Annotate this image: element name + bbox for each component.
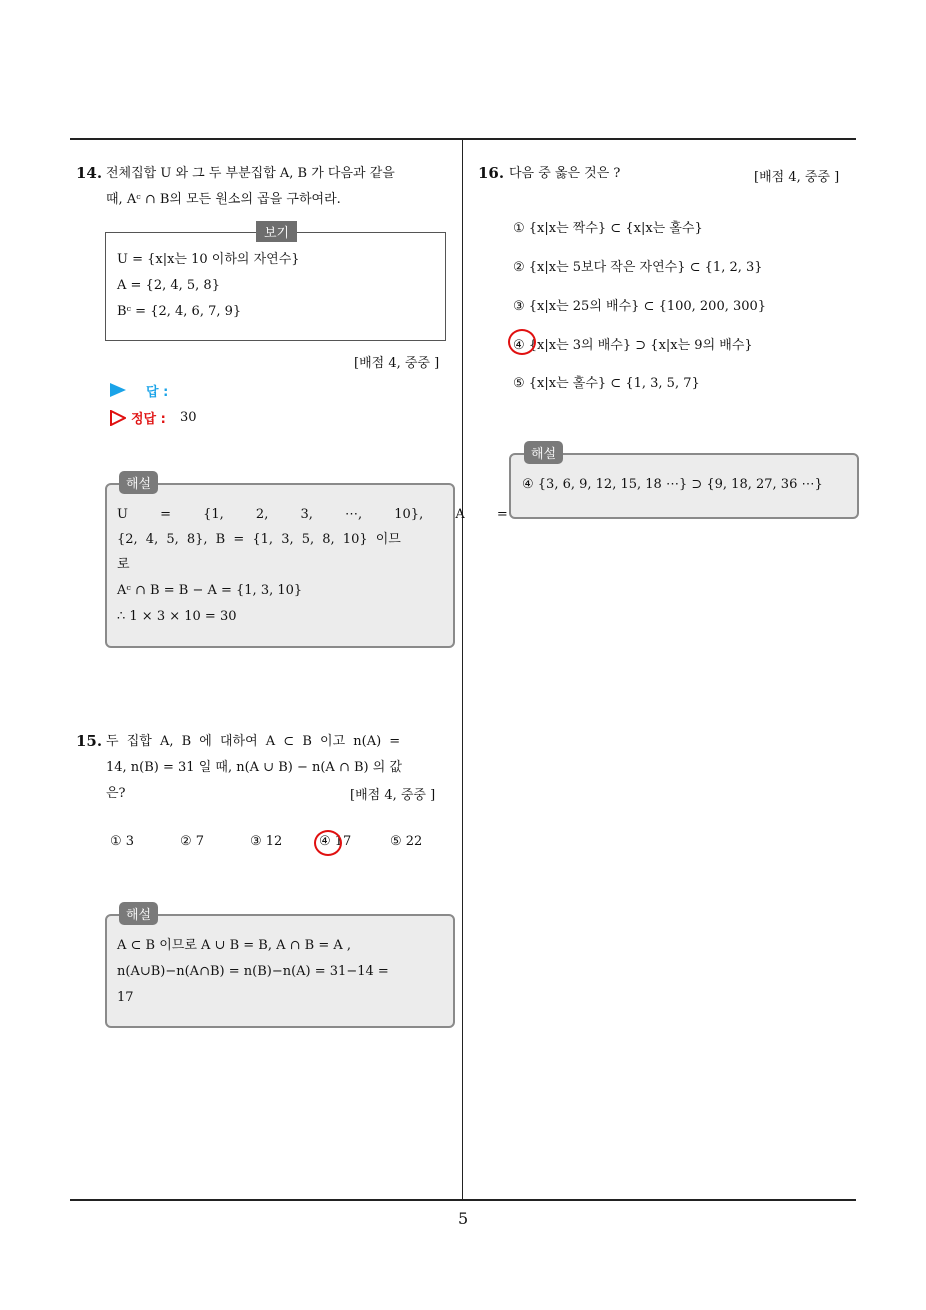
page-number: 5	[458, 1209, 469, 1228]
choice-1[interactable]: ① 3	[110, 834, 135, 849]
correct-arrow-icon	[110, 410, 126, 426]
choice-3[interactable]: ③ {x|x는 25의 배수} ⊂ {100, 200, 300}	[513, 299, 767, 314]
choice-4[interactable]: ④ 17	[319, 834, 352, 849]
question-number: 14.	[76, 164, 103, 182]
solution-line: A ⊂ B 이므로 A ∪ B = B, A ∩ B = A ,	[117, 938, 352, 953]
bogi-line: A = {2, 4, 5, 8}	[117, 278, 220, 293]
solution-label: 해설	[119, 902, 158, 925]
solution-line: n(A∪B)−n(A∩B) = n(B)−n(A) = 31−14 =	[117, 964, 389, 979]
selected-answer-circle	[508, 329, 536, 355]
selected-answer-circle	[314, 830, 342, 856]
score-label: [배점 4, 중중 ]	[354, 356, 440, 371]
bogi-label: 보기	[256, 221, 297, 242]
solution-line: 17	[117, 990, 134, 1005]
bottom-rule	[70, 1199, 856, 1201]
solution-line: ④ {3, 6, 9, 12, 15, 18 ⋯} ⊃ {9, 18, 27, 36 ⋯}	[522, 477, 823, 492]
solution-text: U = {1, 2, 3, ⋯, 10}, A =	[117, 507, 508, 522]
top-rule	[70, 138, 856, 140]
question-text: 14, n(B) = 31 일 때, n(A ∪ B) − n(A ∩ B) 의 값	[106, 760, 402, 775]
solution-line	[117, 505, 508, 525]
solution-label: 해설	[119, 471, 158, 494]
solution-line: {2, 4, 5, 8}, B = {1, 3, 5, 8, 10} 이므	[117, 532, 401, 547]
choice-2[interactable]: ② {x|x는 5보다 작은 자연수} ⊂ {1, 2, 3}	[513, 260, 763, 275]
answer-arrow-icon	[110, 383, 126, 397]
question-text: 은?	[106, 786, 126, 801]
choice-5[interactable]: ⑤ 22	[390, 834, 423, 849]
solution-label: 해설	[524, 441, 563, 464]
choice-5[interactable]: ⑤ {x|x는 홀수} ⊂ {1, 3, 5, 7}	[513, 376, 700, 391]
choice-3[interactable]: ③ 12	[250, 834, 283, 849]
question-text: 때, Aᶜ ∩ B의 모든 원소의 곱을 구하여라.	[106, 192, 341, 207]
correct-value: 30	[180, 410, 197, 425]
column-divider	[462, 139, 463, 1201]
question-number: 16.	[478, 164, 505, 182]
answer-label: 답 :	[146, 385, 169, 400]
question-text: 두 집합 A, B 에 대하여 A ⊂ B 이고 n(A) =	[106, 734, 401, 749]
solution-line: ∴ 1 × 3 × 10 = 30	[117, 609, 237, 624]
question-number: 15.	[76, 732, 103, 750]
choice-1[interactable]: ① {x|x는 짝수} ⊂ {x|x는 홀수}	[513, 221, 703, 236]
choice-2[interactable]: ② 7	[180, 834, 205, 849]
correct-label: 정답 :	[131, 412, 166, 427]
solution-line: Aᶜ ∩ B = B − A = {1, 3, 10}	[117, 583, 303, 598]
question-text: 다음 중 옳은 것은 ?	[509, 166, 621, 181]
bogi-line: U = {x|x는 10 이하의 자연수}	[117, 252, 300, 267]
choice-4[interactable]: ④ {x|x는 3의 배수} ⊃ {x|x는 9의 배수}	[513, 338, 753, 353]
score-label: [배점 4, 중중 ]	[350, 788, 436, 803]
question-text: 전체집합 U 와 그 두 부분집합 A, B 가 다음과 같을	[106, 166, 395, 181]
bogi-line: Bᶜ = {2, 4, 6, 7, 9}	[117, 304, 242, 319]
solution-line: 로	[117, 557, 130, 572]
score-label: [배점 4, 중중 ]	[754, 170, 840, 185]
